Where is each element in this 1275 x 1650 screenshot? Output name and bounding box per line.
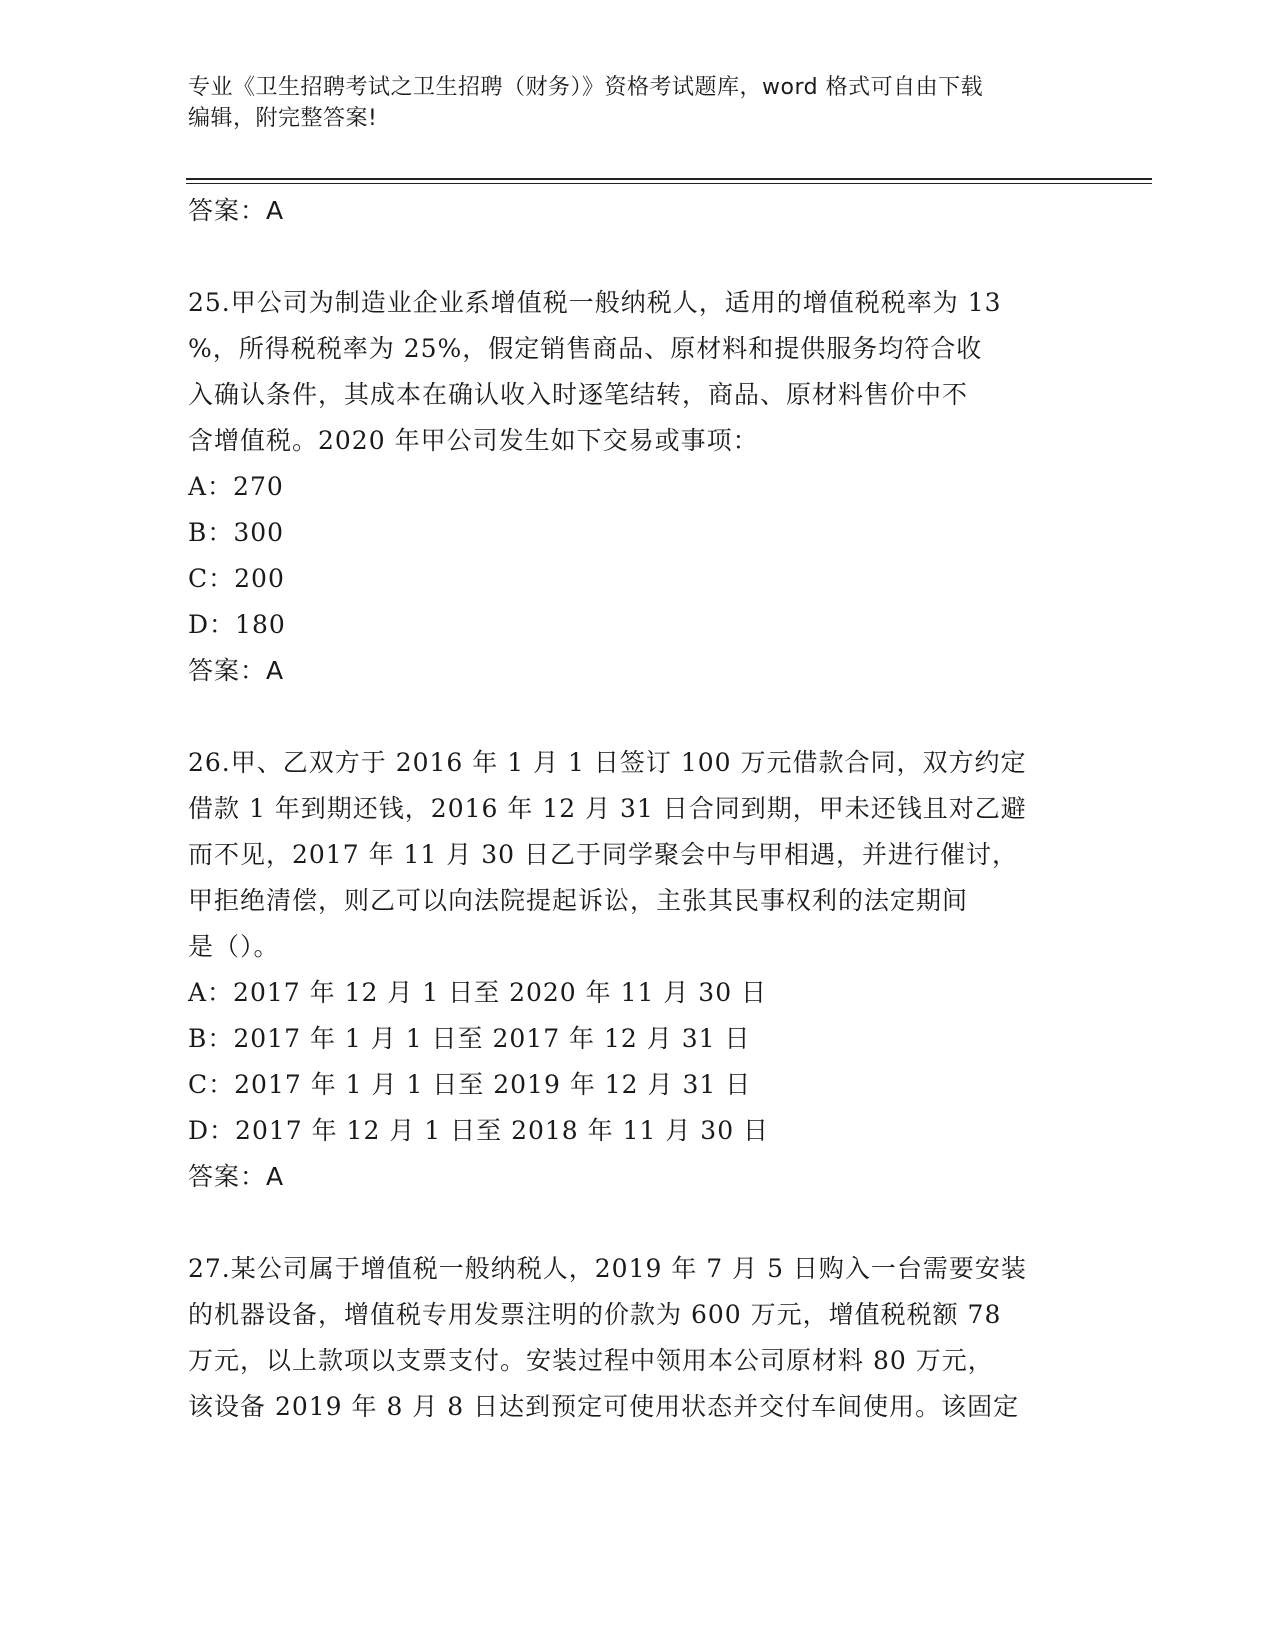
question-stem-line: 27.某公司属于增值税一般纳税人，2019 年 7 月 5 日购入一台需要安装	[188, 1254, 1027, 1283]
header-rule-thin	[186, 183, 1152, 184]
option-c: C：2017 年 1 月 1 日至 2019 年 12 月 31 日	[188, 1070, 752, 1099]
option-d: D：2017 年 12 月 1 日至 2018 年 11 月 30 日	[188, 1116, 770, 1145]
option-d: D：180	[188, 610, 286, 639]
answer-line: 答案：A	[188, 656, 285, 685]
question-stem-line: 该设备 2019 年 8 月 8 日达到预定可使用状态并交付车间使用。该固定	[188, 1392, 1020, 1421]
question-26	[188, 740, 1088, 1200]
question-stem-line: 含增值税。2020 年甲公司发生如下交易或事项：	[188, 426, 759, 455]
question-27	[188, 1246, 1088, 1430]
question-stem-line: 万元，以上款项以支票支付。安装过程中领用本公司原材料 80 万元，	[188, 1346, 994, 1375]
header-line-1: 专业《卫生招聘考试之卫生招聘（财务）》资格考试题库，word 格式可自由下载	[188, 75, 984, 100]
header-rule-thick	[186, 178, 1152, 180]
option-a: A：270	[188, 472, 284, 501]
question-stem-line: 26.甲、乙双方于 2016 年 1 月 1 日签订 100 万元借款合同，双方约定	[188, 748, 1027, 777]
question-stem-line: 是（）。	[188, 932, 280, 961]
page-header	[188, 72, 1068, 134]
header-line-2: 编辑，附完整答案!	[188, 106, 378, 131]
question-25	[188, 280, 1088, 694]
question-stem-line: 甲拒绝清偿，则乙可以向法院提起诉讼，主张其民事权利的法定期间	[188, 886, 969, 915]
option-b: B：2017 年 1 月 1 日至 2017 年 12 月 31 日	[188, 1024, 751, 1053]
document-body	[188, 188, 1088, 1430]
option-b: B：300	[188, 518, 285, 547]
question-stem-line: 入确认条件，其成本在确认收入时逐笔结转，商品、原材料售价中不	[188, 380, 969, 409]
question-stem-line: 而不见，2017 年 11 月 30 日乙于同学聚会中与甲相遇，并进行催讨，	[188, 840, 1018, 869]
question-stem-line: 借款 1 年到期还钱，2016 年 12 月 31 日合同到期，甲未还钱且对乙避	[188, 794, 1027, 823]
question-stem-line: %，所得税税率为 25%，假定销售商品、原材料和提供服务均符合收	[188, 334, 983, 363]
question-stem-line: 25.甲公司为制造业企业系增值税一般纳税人，适用的增值税税率为 13	[188, 288, 1002, 317]
answer-line: 答案：A	[188, 1162, 285, 1191]
answer-line: 答案：A	[188, 196, 285, 225]
option-a: A：2017 年 12 月 1 日至 2020 年 11 月 30 日	[188, 978, 768, 1007]
question-stem-line: 的机器设备，增值税专用发票注明的价款为 600 万元，增值税税额 78	[188, 1300, 1002, 1329]
option-c: C：200	[188, 564, 285, 593]
